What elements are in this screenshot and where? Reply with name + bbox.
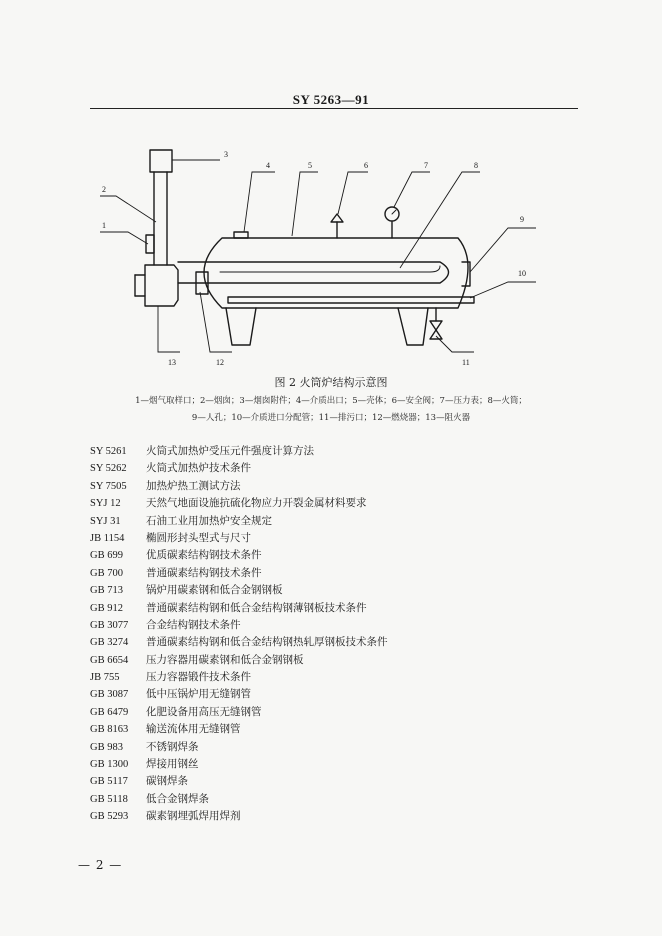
list-item (90, 617, 388, 634)
callout-2: 2 (102, 185, 106, 194)
list-item (90, 443, 388, 460)
standard-code: SYJ 12 (90, 498, 121, 510)
list-item (90, 547, 388, 564)
standard-title: 碳素钢埋弧焊用焊剂 (146, 810, 241, 823)
list-item (90, 704, 388, 721)
fire-tube-heater-diagram (0, 0, 662, 372)
standard-code: GB 6479 (90, 706, 129, 718)
standard-title: 优质碳素结构钢技术条件 (146, 549, 262, 562)
list-item (90, 773, 388, 790)
standard-title: 低合金钢焊条 (146, 792, 209, 805)
standard-title: 压力容器锻件技术条件 (146, 671, 251, 684)
medium-outlet (234, 232, 248, 238)
list-item (90, 721, 388, 738)
standard-title: 天然气地面设施抗硫化物应力开裂金属材料要求 (146, 497, 367, 510)
standard-title: 化肥设备用高压无缝钢管 (146, 705, 262, 718)
standard-title: 加热炉热工测试方法 (146, 479, 241, 492)
standard-title: 低中压锅炉用无缝钢管 (146, 688, 251, 701)
callout-6: 6 (364, 161, 368, 170)
list-item (90, 565, 388, 582)
callout-13: 13 (168, 358, 176, 367)
standard-code: GB 1300 (90, 759, 129, 771)
callout-4: 4 (266, 161, 270, 170)
front-plate (145, 265, 178, 306)
standard-code: JB 1154 (90, 532, 125, 544)
list-item (90, 495, 388, 512)
saddle-left (226, 308, 256, 345)
page-number: — 2 — (78, 858, 123, 872)
standard-code: GB 8163 (90, 724, 129, 736)
list-item (90, 756, 388, 773)
reference-standards-list (90, 443, 388, 826)
standard-title: 椭圆形封头型式与尺寸 (146, 531, 251, 544)
list-item (90, 513, 388, 530)
callout-7: 7 (424, 161, 428, 170)
standard-code: GB 3274 (90, 637, 129, 649)
standard-code: GB 3077 (90, 619, 129, 631)
drain-outlet (430, 321, 442, 330)
standard-title: 合金结构钢技术条件 (146, 618, 241, 631)
list-item (90, 791, 388, 808)
list-item (90, 808, 388, 825)
figure-legend-line-1: 1—烟气取样口；2—烟囱；3—烟囱附件；4—介质出口；5—壳体；6—安全阀；7—压力表；8—火筒； (135, 396, 527, 406)
standard-code: GB 5117 (90, 776, 128, 788)
standard-code: SYJ 31 (90, 515, 121, 527)
standard-title: 普通碳素结构钢技术条件 (146, 566, 262, 579)
standard-title: 压力容器用碳素钢和低合金钢钢板 (146, 653, 304, 666)
saddle-right (398, 308, 428, 345)
list-item (90, 669, 388, 686)
list-item (90, 739, 388, 756)
list-item (90, 478, 388, 495)
callout-9: 9 (520, 215, 524, 224)
callout-3: 3 (224, 150, 228, 159)
list-item (90, 582, 388, 599)
callout-11: 11 (462, 358, 470, 367)
list-item (90, 460, 388, 477)
list-item (90, 652, 388, 669)
callout-10: 10 (518, 269, 526, 278)
standard-title: 输送流体用无缝钢管 (146, 723, 241, 736)
standard-code: GB 912 (90, 602, 123, 614)
figure-caption: 图 2 火筒炉结构示意图 (274, 376, 388, 389)
list-item (90, 634, 388, 651)
callout-12: 12 (216, 358, 224, 367)
standard-code: JB 755 (90, 672, 120, 684)
standard-title: 碳钢焊条 (146, 775, 188, 788)
list-item (90, 686, 388, 703)
standard-code-header: SY 5263—91 (292, 92, 370, 107)
callout-1: 1 (102, 221, 106, 230)
standard-code: GB 700 (90, 567, 123, 579)
list-item (90, 530, 388, 547)
standard-code: GB 5293 (90, 811, 129, 823)
standard-code: GB 5118 (90, 793, 128, 805)
standard-code: SY 5261 (90, 446, 127, 457)
standard-title: 不锈钢焊条 (146, 740, 199, 753)
standard-code: GB 3087 (90, 689, 129, 701)
standard-code: GB 6654 (90, 654, 129, 666)
list-item (90, 600, 388, 617)
chimney-accessory (150, 150, 172, 172)
standard-title: 火筒式加热炉技术条件 (146, 462, 251, 475)
callout-8: 8 (474, 161, 478, 170)
figure-legend-line-2: 9—人孔；10—介质进口分配管；11—排污口；12—燃烧器；13—阻火器 (191, 413, 471, 423)
standard-code: SY 5262 (90, 463, 127, 475)
standard-title: 火筒式加热炉受压元件强度计算方法 (146, 445, 314, 457)
callout-5: 5 (308, 161, 312, 170)
standard-title: 石油工业用加热炉安全规定 (146, 514, 272, 527)
standard-code: GB 699 (90, 550, 123, 562)
standard-title: 锅炉用碳素钢和低合金钢钢板 (146, 584, 283, 597)
standard-title: 普通碳素结构钢和低合金结构钢热轧厚钢板技术条件 (146, 636, 388, 649)
standard-title: 焊接用钢丝 (146, 758, 199, 771)
standard-title: 普通碳素结构钢和低合金结构钢薄钢板技术条件 (146, 601, 367, 614)
standard-code: GB 713 (90, 585, 123, 597)
standard-code: SY 7505 (90, 480, 127, 492)
standard-code: GB 983 (90, 741, 123, 753)
inlet-distribution-pipe (228, 297, 474, 303)
